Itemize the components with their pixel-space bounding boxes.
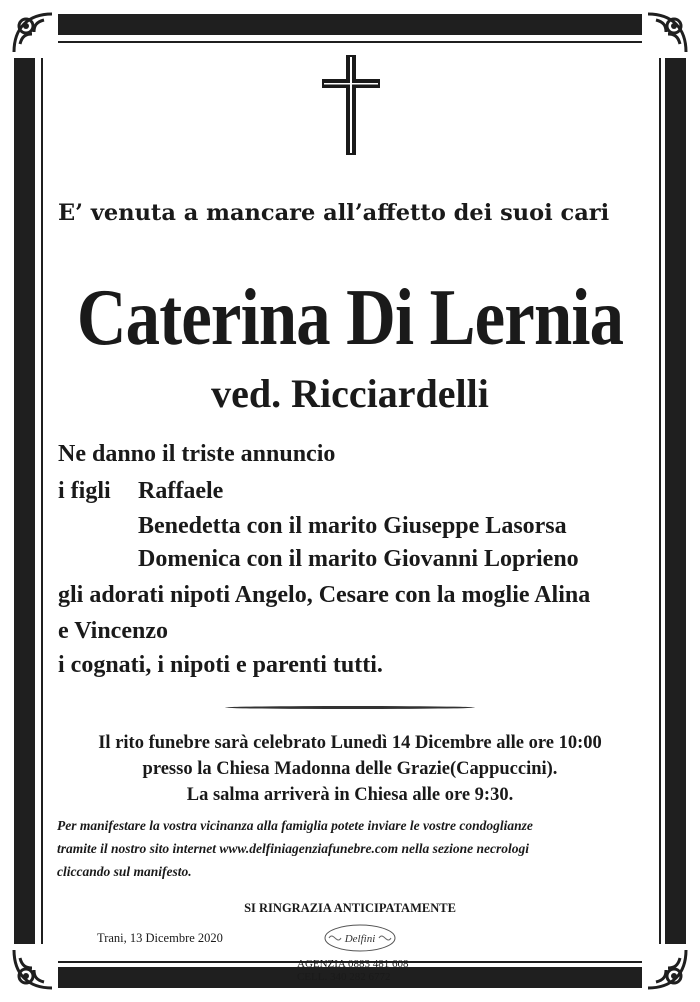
ornament-corner-bottom-left-icon <box>8 944 58 994</box>
agency-logo <box>323 923 397 953</box>
ornament-corner-bottom-right-icon <box>642 944 692 994</box>
family-line-5: gli adorati nipoti Angelo, Cesare con la moglie Alina <box>58 582 591 608</box>
agency-phone: AGENZIA 0883 481 608 <box>297 958 409 970</box>
intro-text: E’ venuta a mancare all’affetto dei suoi cari <box>58 200 610 226</box>
family-line-1: Ne danno il triste annuncio <box>58 441 336 467</box>
family-line-4: Domenica con il marito Giovanni Loprieno <box>138 546 579 572</box>
funeral-line-2: presso la Chiesa Madonna delle Grazie(Cappuccini). <box>142 759 558 779</box>
family-child-1: Raffaele <box>138 478 224 504</box>
condolence-note-line-1: Per manifestare la vostra vicinanza alla famiglia potete inviare le vostre condoglianze <box>57 818 533 833</box>
family-line-6: e Vincenzo <box>58 618 168 644</box>
funeral-line-1: Il rito funebre sarà celebrato Lunedì 14 Dicembre alle ore 10:00 <box>98 733 602 753</box>
ornament-corner-top-left-icon <box>8 8 58 58</box>
deceased-name: Caterina Di Lernia <box>76 274 624 362</box>
thanks-text: SI RINGRAZIA ANTICIPATAMENTE <box>244 901 456 915</box>
condolence-note-line-3: cliccando sul manifesto. <box>57 864 192 879</box>
ornament-corner-top-right-icon <box>642 8 692 58</box>
family-line-3: Benedetta con il marito Giuseppe Lasorsa <box>138 513 567 539</box>
notice-date: Trani, 13 Dicembre 2020 <box>97 931 223 945</box>
divider <box>225 706 475 709</box>
funeral-line-3: La salma arriverà in Chiesa alle ore 9:30. <box>186 785 514 805</box>
widow-of: ved. Ricciardelli <box>211 371 489 416</box>
agency-logo-text: Delfini <box>344 933 376 945</box>
condolence-note-line-2: tramite il nostro sito internet www.delfiniagenziafunebre.com nella sezione necrologi <box>57 841 530 856</box>
family-label-children: i figli <box>58 478 111 504</box>
cell-phone: CELL. 340 282 6772 <box>297 971 391 983</box>
family-line-7: i cognati, i nipoti e parenti tutti. <box>58 652 383 678</box>
cross-icon <box>322 55 380 155</box>
